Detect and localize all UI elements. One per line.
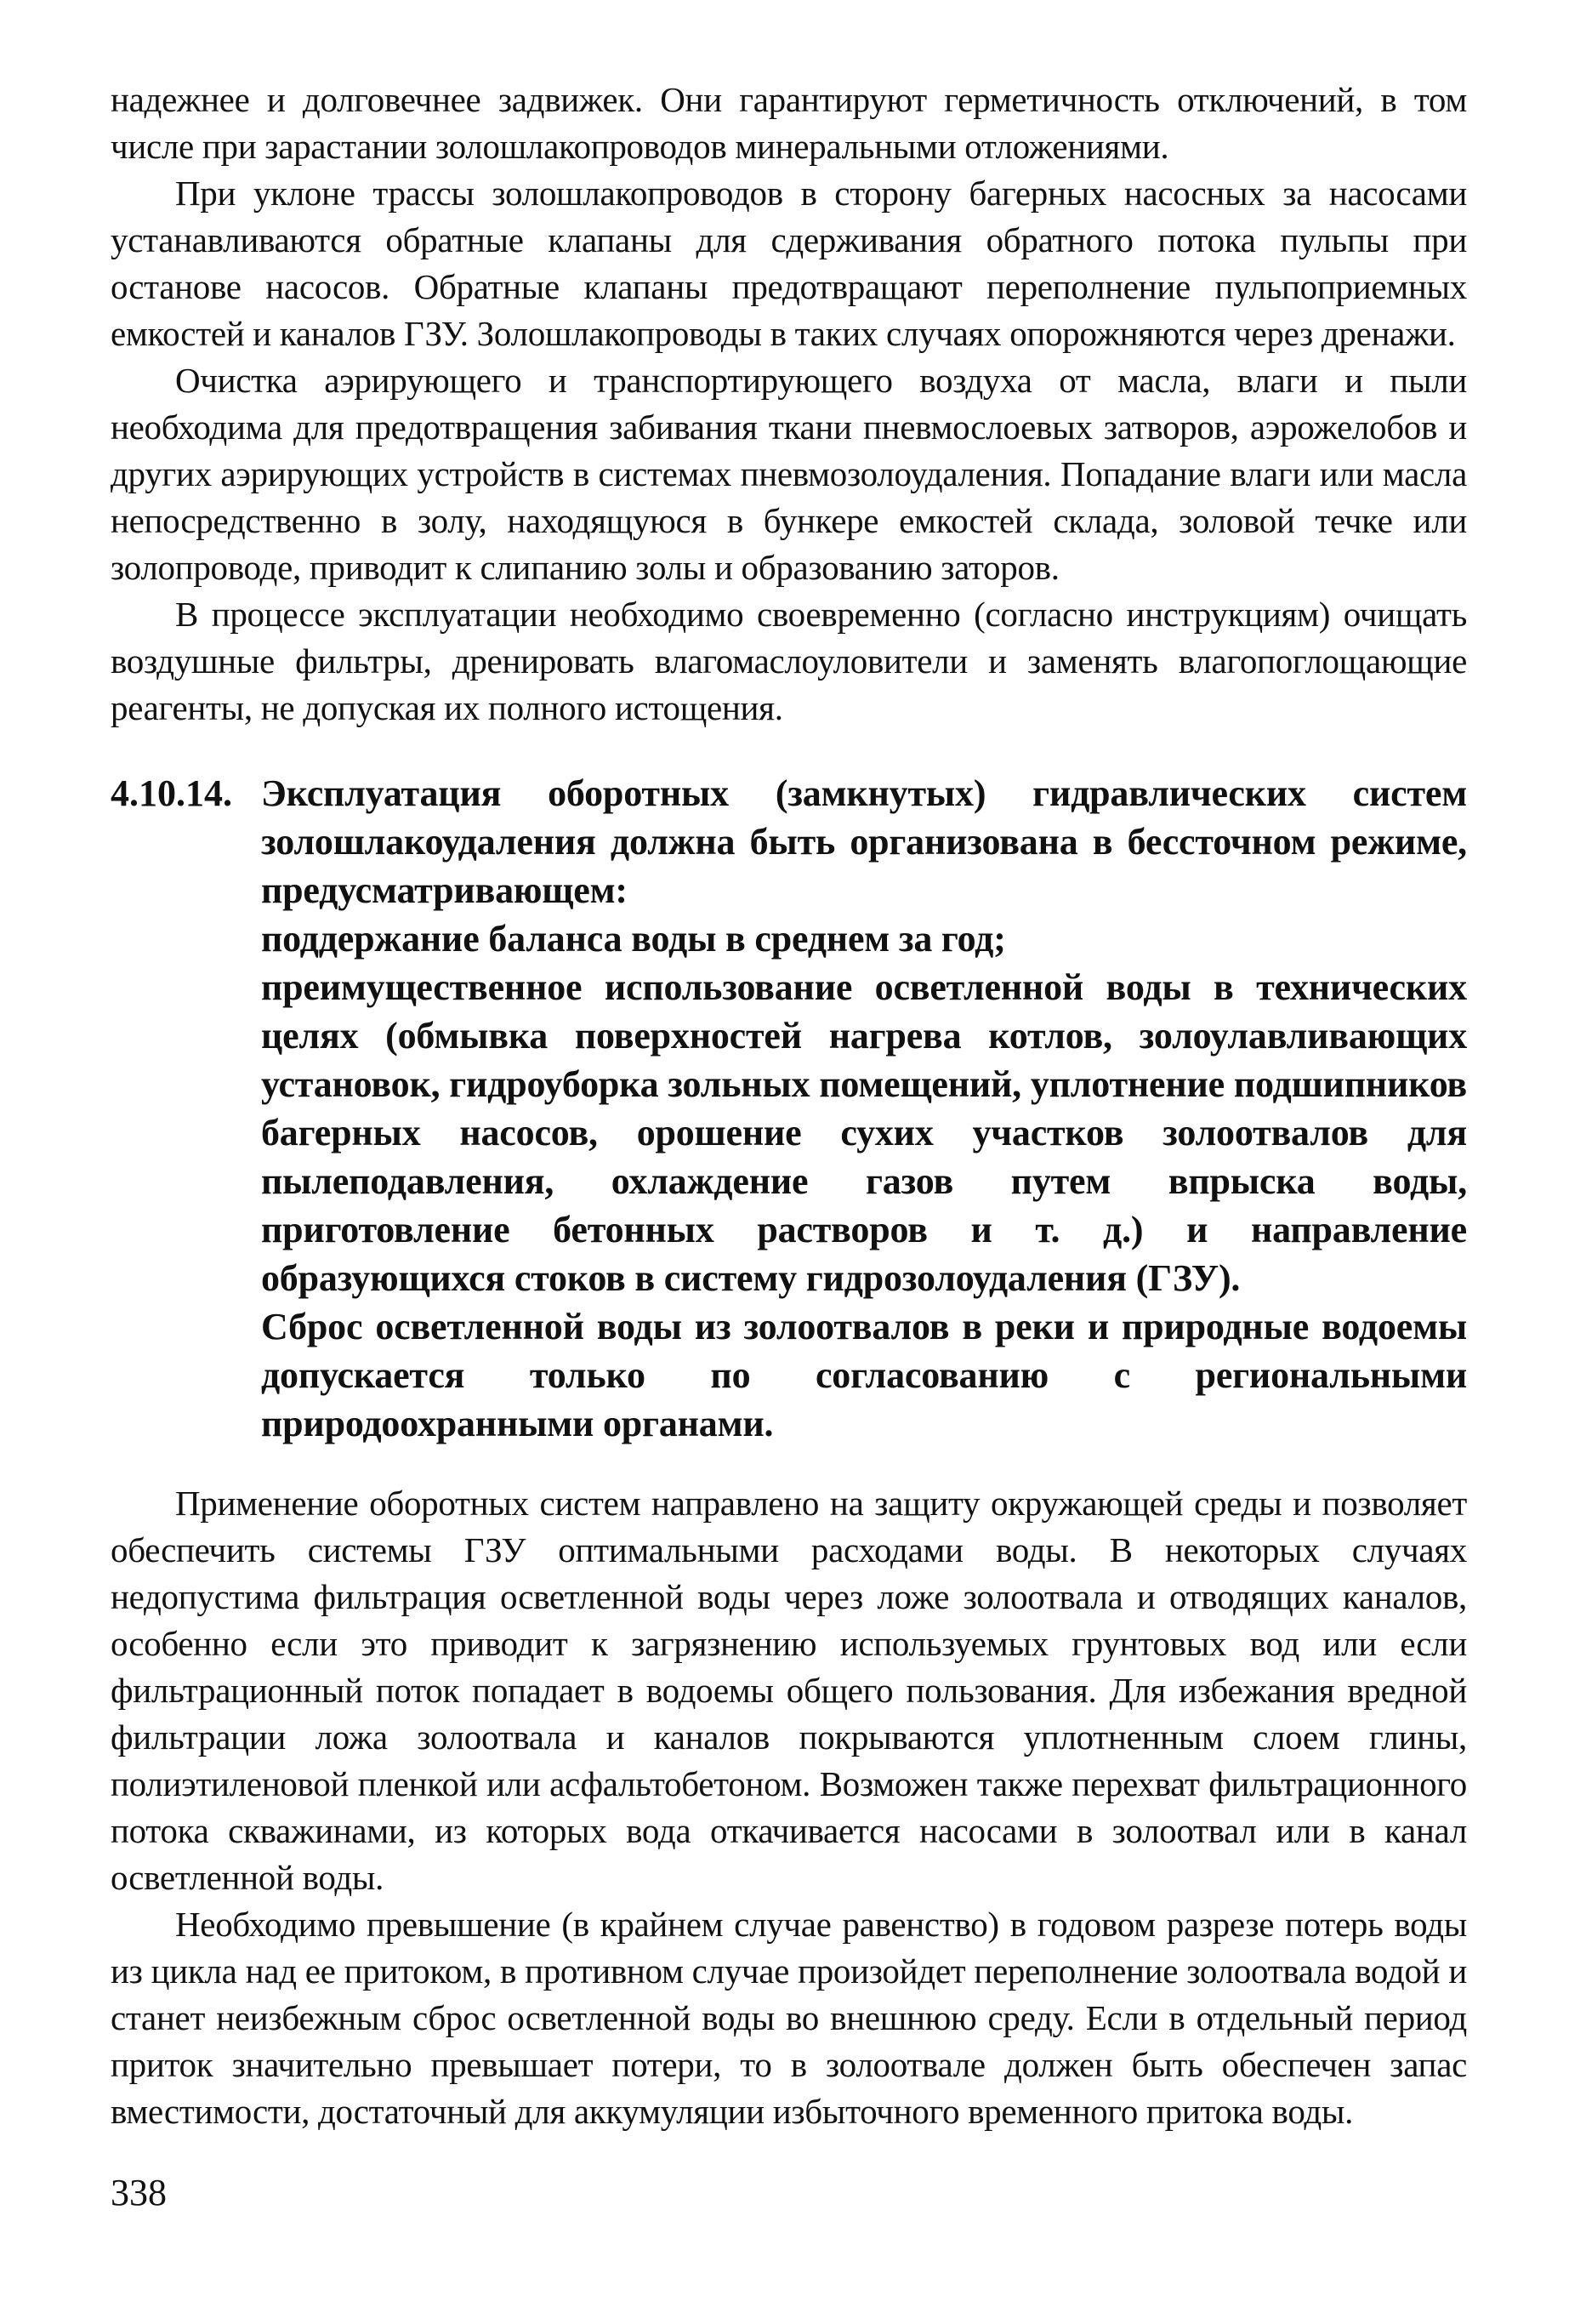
section-line-reuse: преимущественное использование осветленной воды в технических целях (обмывка поверхностей нагрева котлов, золоулавливающих установок, гидроуборка зольных помещений, уплотнение подшипников багерных насосов, орошение сухих участков золоотвалов для пылеподавления, охлаждение газов путем впрыска воды, приготовление бетонных растворов и т. д.) и направление образующихся стоков в систему гидрозолоудаления (ГЗУ).	[261, 966, 1467, 1299]
section-4-10-14	[111, 769, 1467, 1448]
paragraph-continuation: надежнее и долговечнее задвижек. Они гарантируют герметичность отключений, в том числе при зарастании золошлакопроводов минеральными отложениями.	[111, 80, 1467, 166]
section-line-intro: Эксплуатация оборотных (замкнутых) гидравлических систем золошлакоудаления должна быть организована в бессточном режиме, предусматривающем:	[261, 772, 1467, 911]
paragraph-operation-filters: В процессе эксплуатации необходимо своевременно (согласно инструкциям) очищать воздушные фильтры, дренировать влагомаслоуловители и заменять влагопоглощающие реагенты, не допуская их полного истощения.	[111, 595, 1467, 727]
section-line-discharge: Сброс осветленной воды из золоотвалов в реки и природные водоемы допускается только по согласованию с региональными природоохранными органами.	[261, 1306, 1467, 1444]
paragraph-check-valves: При уклоне трассы золошлакопроводов в сторону багерных насосных за насосами устанавливаются обратные клапаны для сдерживания обратного потока пульпы при останове насосов. Обратные клапаны предотвращают переполнение пульпоприемных емкостей и каналов ГЗУ. Золошлакопроводы в таких случаях опорожняются через дренажи.	[111, 174, 1467, 353]
paragraph-water-balance: Необходимо превышение (в крайнем случае равенство) в годовом разрезе потерь воды из цикла над ее притоком, в противном случае произойдет переполнение золоотвала водой и станет неизбежным сброс осветленной воды во внешнюю среду. Если в отдельный период приток значительно превышает потери, то в золоотвале должен быть обеспечен запас вместимости, достаточный для аккумуляции избыточного временного притока воды.	[111, 1905, 1467, 2131]
section-line-balance: поддержание баланса воды в среднем за год;	[261, 918, 1006, 960]
paragraph-air-cleaning: Очистка аэрирующего и транспортирующего воздуха от масла, влаги и пыли необходима для предотвращения забивания ткани пневмослоевых затворов, аэрожелобов и других аэрирующих устройств в системах пневмозолоудаления. Попадание влаги или масла непосредственно в золу, находящуюся в бункере емкостей склада, золовой течке или золопроводе, приводит к слипанию золы и образованию заторов.	[111, 361, 1467, 587]
paragraph-closed-systems: Применение оборотных систем направлено на защиту окружающей среды и позволяет обеспечить системы ГЗУ оптимальными расходами воды. В некоторых случаях недопустима фильтрация осветленной воды через ложе золоотвала и отводящих каналов, особенно если это приводит к загрязнению используемых грунтовых вод или если фильтрационный поток попадает в водоемы общего пользования. Для избежания вредной фильтрации ложа золоотвала и каналов покрываются уплотненным слоем глины, полиэтиленовой пленкой или асфальтобетоном. Возможен также перехват фильтрационного потока скважинами, из которых вода откачивается насосами в золоотвал или в канал осветленной воды.	[111, 1484, 1467, 1897]
section-body	[261, 769, 1467, 1448]
document-page	[111, 77, 1467, 2135]
section-number: 4.10.14.	[111, 772, 232, 814]
page-number: 338	[111, 2172, 167, 2213]
